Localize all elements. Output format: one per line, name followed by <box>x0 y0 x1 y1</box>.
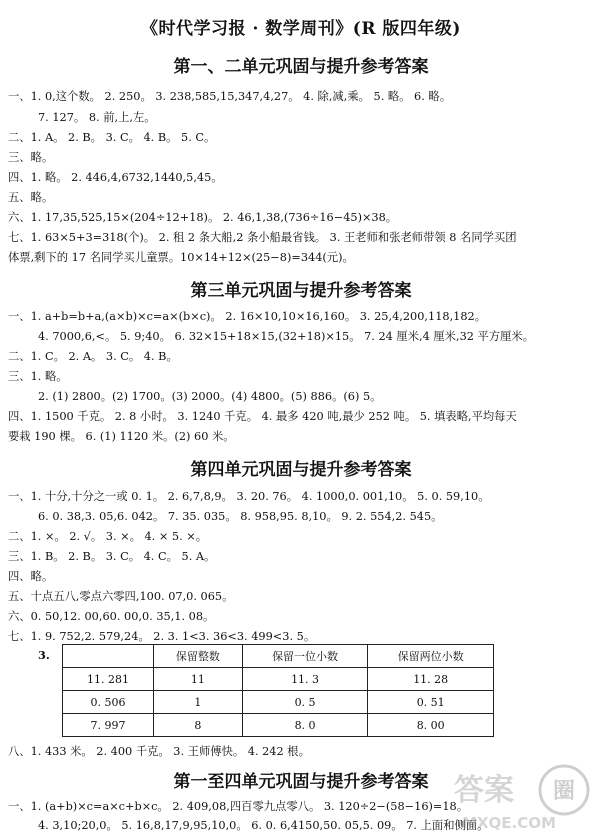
table-cell: 11 <box>154 668 243 691</box>
answer-line: 四、1. 1500 千克。 2. 8 小时。 3. 1240 千克。 4. 最多 420 吨,最少 252 吨。 5. 填表略,平均每天 <box>8 410 517 423</box>
answer-line: 一、1. 0,这个数。 2. 250。 3. 238,585,15,347,4,27。 4. 除,减,乘。 5. 略。 6. 略。 <box>8 90 452 103</box>
table-cell: 8. 0 <box>242 714 368 737</box>
answer-line: 四、略。 <box>8 570 54 583</box>
table-cell: 11. 28 <box>368 668 494 691</box>
answer-line: 三、1. B。 2. B。 3. C。 4. C。 5. A。 <box>8 550 216 563</box>
table-header-row <box>63 645 494 668</box>
table-cell: 0. 5 <box>242 691 368 714</box>
svg-text:答案: 答案 <box>454 773 514 808</box>
answer-line: 4. 3,10;20,0。 5. 16,8,17,9,95,10,0。 6. 0. 6,4150,50. 05,5. 09。 7. 上面和侧面。 <box>38 819 489 832</box>
answer-line: 4. 7000,6,<。 5. 9;40。 6. 32×15+18×15,(32+18)×15。 7. 24 厘米,4 厘米,32 平方厘米。 <box>38 330 535 343</box>
rounding-table <box>62 644 494 737</box>
answer-line: 四、1. 略。 2. 446,4,6732,1440,5,45。 <box>8 171 223 184</box>
table-cell: 11. 281 <box>63 668 154 691</box>
table-header-cell: 保留一位小数 <box>242 645 368 668</box>
answer-line: 七、1. 63×5+3=318(个)。 2. 租 2 条大船,2 条小船最省钱。 3. 王老师和张老师带领 8 名同学买团 <box>8 231 517 244</box>
table-cell: 0. 51 <box>368 691 494 714</box>
answer-line: 六、0. 50,12. 00,60. 00,0. 35,1. 08。 <box>8 610 215 623</box>
answer-line: 五、略。 <box>8 191 54 204</box>
table-cell: 7. 997 <box>63 714 154 737</box>
svg-text:圈: 圈 <box>552 779 576 804</box>
table-cell: 11. 3 <box>242 668 368 691</box>
answer-line: 八、1. 433 米。 2. 400 千克。 3. 王师傅快。 4. 242 根。 <box>8 745 310 758</box>
answer-line: 三、略。 <box>8 151 54 164</box>
table-header-cell: 保留两位小数 <box>368 645 494 668</box>
answer-line: 7. 127。 8. 前,上,左。 <box>38 111 156 124</box>
answer-line: 6. 0. 38,3. 05,6. 042。 7. 35. 035。 8. 958,95. 8,10。 9. 2. 554,2. 545。 <box>38 510 443 523</box>
answer-line: 一、1. (a+b)×c=a×c+b×c。 2. 409,08,四百零九点零八。 3. 120÷2−(58−16)=18。 <box>8 800 469 813</box>
section-title-unit-3: 第三单元巩固与提升参考答案 <box>190 281 412 301</box>
answer-line: 一、1. a+b=b+a,(a×b)×c=a×(b×c)。 2. 16×10,10×16,160。 3. 25,4,200,118,182。 <box>8 310 487 323</box>
table-row <box>63 668 494 691</box>
table-label: 3. <box>38 648 50 662</box>
answer-line: 体票,剩下的 17 名同学买儿童票。10×14+12×(25−8)=344(元)。 <box>8 251 354 264</box>
answer-line: 二、1. ×。 2. √。 3. ×。 4. × 5. ×。 <box>8 530 208 543</box>
section-title-units-1-4: 第一至四单元巩固与提升参考答案 <box>173 772 429 792</box>
table-cell: 1 <box>154 691 243 714</box>
document-title: 《时代学习报 · 数学周刊》(R 版四年级) <box>141 19 461 39</box>
table-row <box>63 714 494 737</box>
svg-text:MXQE.COM: MXQE.COM <box>462 814 556 832</box>
answer-line: 六、1. 17,35,525,15×(204÷12+18)。 2. 46,1,38,(736÷16−45)×38。 <box>8 211 398 224</box>
answer-line: 二、1. C。 2. A。 3. C。 4. B。 <box>8 350 178 363</box>
section-title-units-1-2: 第一、二单元巩固与提升参考答案 <box>173 57 429 77</box>
watermark-logo <box>424 762 594 834</box>
answer-line: 二、1. A。 2. B。 3. C。 4. B。 5. C。 <box>8 131 216 144</box>
table-header-cell <box>63 645 154 668</box>
answer-line: 五、十点五八,零点六零四,100. 07,0. 065。 <box>8 590 234 603</box>
table-cell: 8 <box>154 714 243 737</box>
table-cell: 0. 506 <box>63 691 154 714</box>
answer-line: 一、1. 十分,十分之一或 0. 1。 2. 6,7,8,9。 3. 20. 76。 4. 1000,0. 001,10。 5. 0. 59,10。 <box>8 490 490 503</box>
table-cell: 8. 00 <box>368 714 494 737</box>
table-row <box>63 691 494 714</box>
answer-line: 2. (1) 2800。(2) 1700。(3) 2000。(4) 4800。(5) 886。(6) 5。 <box>38 390 382 403</box>
answer-line: 三、1. 略。 <box>8 370 68 383</box>
section-title-unit-4: 第四单元巩固与提升参考答案 <box>190 460 412 480</box>
answer-line: 要栽 190 棵。 6. (1) 1120 米。(2) 60 米。 <box>8 430 235 443</box>
table-header-cell: 保留整数 <box>154 645 243 668</box>
answer-line: 七、1. 9. 752,2. 579,24。 2. 3. 1<3. 36<3. 499<3. 5。 <box>8 630 316 643</box>
